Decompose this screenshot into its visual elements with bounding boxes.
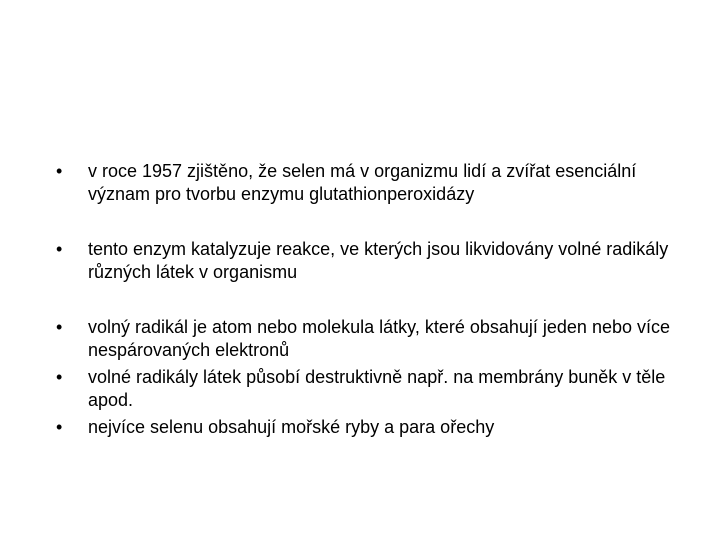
bullet-icon: • <box>56 367 63 387</box>
bullet-text: v roce 1957 zjištěno, že selen má v organizmu lidí a zvířat esenciální význam pro tvorbu enzymu glutathionperoxidázy <box>88 161 637 204</box>
bullet-item <box>56 160 676 206</box>
bullet-text: volný radikál je atom nebo molekula látky, které obsahují jeden nebo více nespárovaných elektronů <box>88 317 671 360</box>
bullet-icon: • <box>56 417 63 437</box>
bullet-icon: • <box>56 161 63 181</box>
bullet-item <box>56 316 676 362</box>
bullet-text: tento enzym katalyzuje reakce, ve kterých jsou likvidovány volné radikály různých látek v organismu <box>88 239 669 282</box>
bullet-text: volné radikály látek působí destruktivně např. na membrány buněk v těle apod. <box>88 367 666 410</box>
bullet-icon: • <box>56 317 63 337</box>
bullet-item <box>56 366 676 412</box>
bullet-list <box>56 160 676 439</box>
bullet-item <box>56 416 676 439</box>
bullet-icon: • <box>56 239 63 259</box>
bullet-text: nejvíce selenu obsahují mořské ryby a para ořechy <box>88 417 495 437</box>
bullet-item <box>56 238 676 284</box>
